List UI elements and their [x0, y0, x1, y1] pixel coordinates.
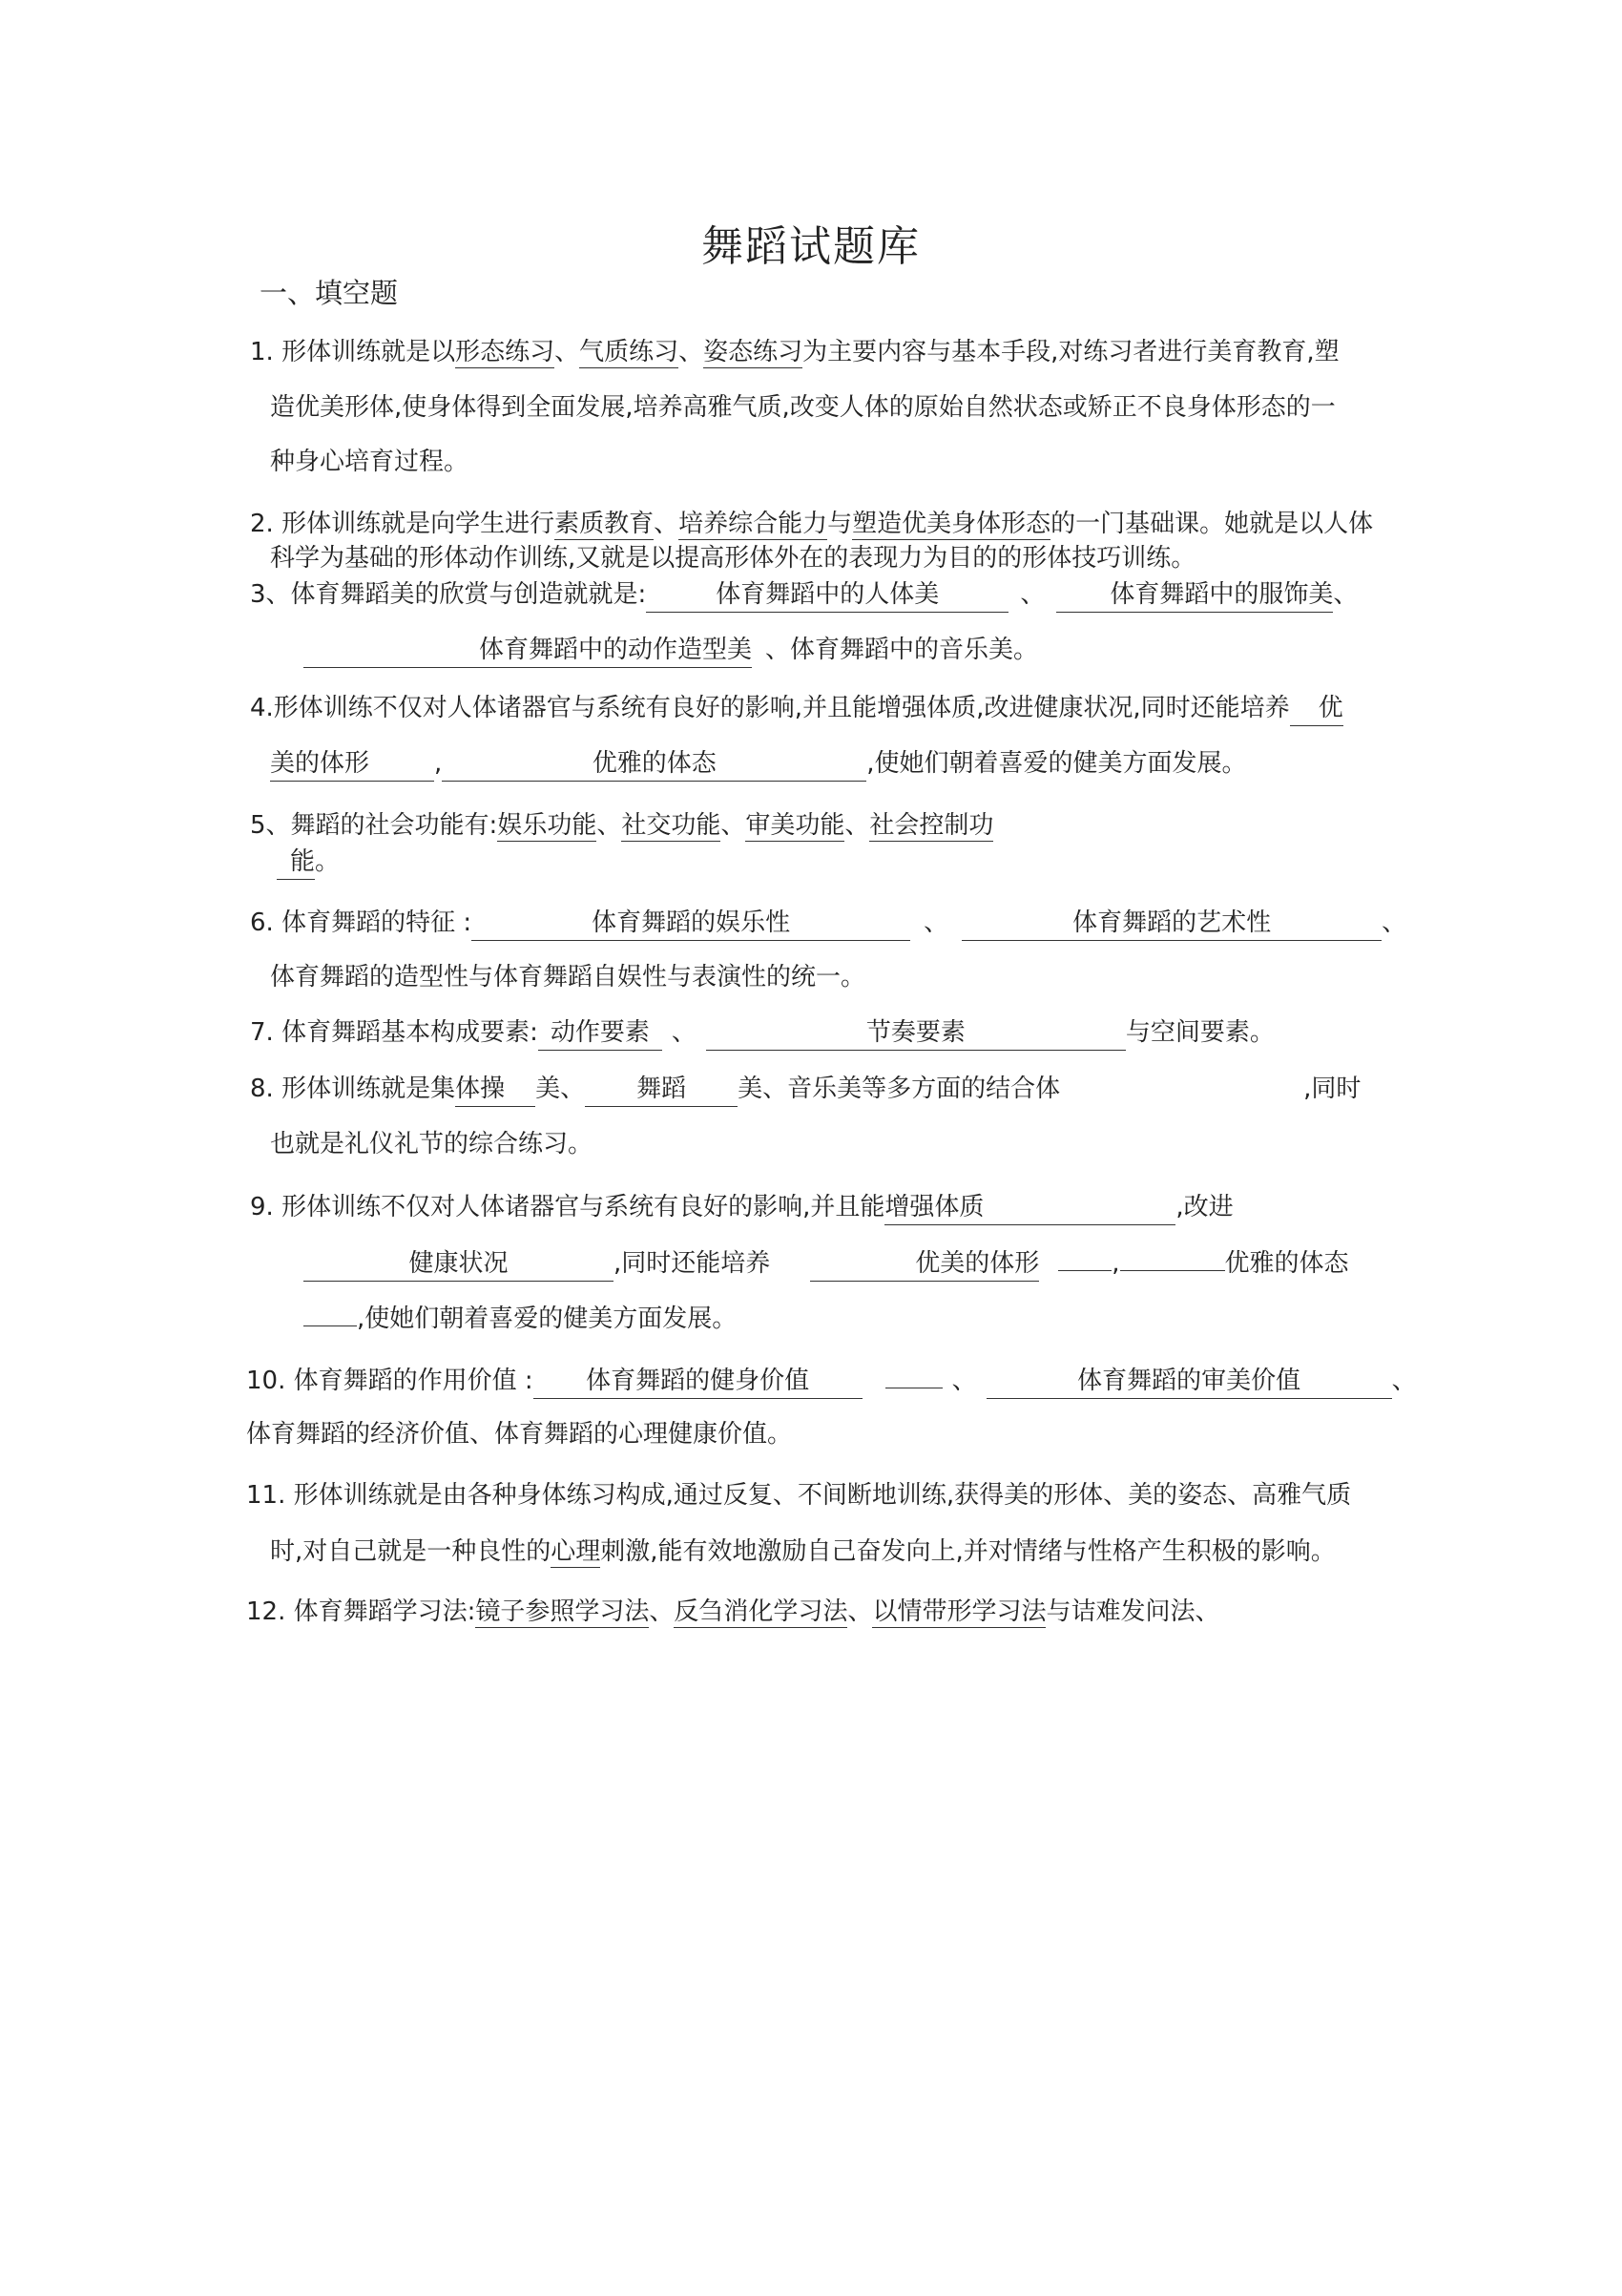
text: ,使她们朝着喜爱的健美方面发展。 — [866, 749, 1247, 778]
text: ,同时 — [1303, 1075, 1362, 1103]
text: 、 — [1391, 1367, 1417, 1395]
question-8-line-1 — [250, 1073, 1361, 1107]
answer-blank-empty — [1120, 1245, 1225, 1271]
answer-blank: 节奏要素 — [706, 1016, 1126, 1051]
question-11-line-1: 11. 形体训练就是由各种身体练习构成,通过反复、不间断地训练,获得美的形体、美的姿态、高雅气质 — [246, 1481, 1352, 1510]
question-11-line-2 — [270, 1535, 1336, 1568]
text: 4.形体训练不仅对人体诸器官与系统有良好的影响,并且能增强体质,改进健康状况,同时还能培养 — [250, 694, 1290, 722]
answer-blank: 培养综合能力 — [678, 510, 828, 538]
text: 7. 体育舞蹈基本构成要素: — [250, 1018, 538, 1047]
question-6-line-1 — [250, 907, 1406, 941]
text: 、 — [596, 811, 622, 840]
text: 、 — [951, 1367, 977, 1395]
answer-blank: 美的体形 — [270, 747, 434, 782]
answer-blank: 体育舞蹈中的动作造型美 — [303, 634, 752, 668]
answer-blank: 审美功能 — [745, 811, 845, 840]
answer-blank: 以情带形学习法 — [872, 1597, 1047, 1626]
answer-blank: 气质练习 — [579, 338, 679, 366]
answer-blank: 能 — [277, 845, 315, 880]
text: 9. 形体训练不仅对人体诸器官与系统有良好的影响,并且能 — [250, 1193, 885, 1221]
question-7-line-1 — [250, 1016, 1275, 1051]
text: 刺激,能有效地激励自己奋发向上,并对情绪与性格产生积极的影响。 — [600, 1537, 1336, 1566]
question-10-line-2: 体育舞蹈的经济价值、体育舞蹈的心理健康价值。 — [246, 1420, 793, 1449]
section-heading: 一、填空题 — [260, 277, 399, 309]
answer-blank-empty — [303, 1301, 357, 1326]
text: 美、 — [535, 1075, 586, 1103]
question-2-line-2: 科学为基础的形体动作训练,又就是以提高形体外在的表现力为目的的形体技巧训练。 — [270, 544, 1196, 573]
text: 、 — [671, 1018, 697, 1047]
question-4-line-2 — [270, 747, 1247, 782]
text: 、 — [554, 338, 580, 366]
question-6-line-2: 体育舞蹈的造型性与体育舞蹈自娱性与表演性的统一。 — [270, 963, 866, 991]
text: 与 — [827, 510, 853, 538]
answer-blank: 心理 — [551, 1537, 601, 1566]
answer-blank: 舞蹈 — [585, 1073, 738, 1107]
text: 、 — [844, 811, 870, 840]
answer-blank: 增强体质 — [884, 1191, 1175, 1225]
text: 2. 形体训练就是向学生进行 — [250, 510, 555, 538]
text: 、 — [649, 1597, 675, 1626]
page-title: 舞蹈试题库 — [701, 222, 921, 271]
answer-blank: 镜子参照学习法 — [475, 1597, 650, 1626]
text: ,改进 — [1175, 1193, 1234, 1221]
answer-blank: 优 — [1290, 692, 1343, 726]
answer-blank: 素质教育 — [554, 510, 655, 538]
answer-blank: 娱乐功能 — [497, 811, 597, 840]
text: , — [434, 749, 443, 778]
answer-blank-empty — [885, 1363, 943, 1388]
question-9-line-1 — [250, 1191, 1234, 1225]
text: 、 — [720, 811, 746, 840]
answer-blank: 体育舞蹈中的服饰美 — [1056, 578, 1333, 613]
text: 、 — [847, 1597, 873, 1626]
text: 时,对自己就是一种良性的 — [270, 1537, 551, 1566]
text: 、 — [654, 510, 679, 538]
answer-blank: 动作要素 — [538, 1016, 662, 1051]
question-9-line-3 — [303, 1301, 737, 1335]
question-12-line-1 — [246, 1596, 1219, 1628]
question-4-line-1 — [250, 692, 1343, 726]
answer-blank: 体育舞蹈的审美价值 — [987, 1365, 1392, 1399]
answer-blank: 优雅的体态 — [442, 747, 866, 782]
answer-blank: 塑造优美身体形态 — [852, 510, 1051, 538]
answer-blank: 姿态练习 — [703, 338, 803, 366]
answer-blank-empty — [1058, 1245, 1112, 1271]
question-8-line-2: 也就是礼仪礼节的综合练习。 — [270, 1130, 593, 1158]
text: 、 — [1382, 908, 1407, 937]
text: 为主要内容与基本手段,对练习者进行美育教育,塑 — [802, 338, 1340, 366]
text: 5、舞蹈的社会功能有: — [250, 811, 498, 840]
question-3-line-2 — [303, 634, 1038, 668]
answer-blank: 体育舞蹈的娱乐性 — [471, 907, 910, 941]
text: 8. 形体训练就是集 — [250, 1075, 456, 1103]
answer-blank: 健康状况 — [303, 1247, 613, 1282]
text: 、 — [1333, 580, 1359, 609]
question-10-line-1 — [246, 1363, 1417, 1399]
question-2-line-1 — [250, 508, 1373, 540]
text: , — [1112, 1249, 1120, 1278]
text: 、 — [1020, 580, 1046, 609]
answer-blank: 体育舞蹈中的人体美 — [646, 578, 1009, 613]
question-1-line-1 — [250, 336, 1340, 368]
answer-blank: 社交功能 — [621, 811, 721, 840]
answer-blank: 社会控制功 — [869, 811, 994, 840]
text: 美、音乐美等多方面的结合体 — [738, 1075, 1061, 1103]
text: 与诘难发问法、 — [1046, 1597, 1220, 1626]
text: 10. 体育舞蹈的作用价值 : — [246, 1367, 533, 1395]
text: 6. 体育舞蹈的特征 : — [250, 908, 472, 937]
text: 12. 体育舞蹈学习法: — [246, 1597, 476, 1626]
text: 、 — [678, 338, 704, 366]
question-5-line-1 — [250, 809, 993, 842]
text: 1. 形体训练就是以 — [250, 338, 456, 366]
text: 3、体育舞蹈美的欣赏与创造就就是: — [250, 580, 647, 609]
text: 。 — [315, 847, 341, 876]
question-3-line-1 — [250, 578, 1358, 613]
text: 与空间要素。 — [1125, 1018, 1275, 1047]
answer-blank: 体操 — [455, 1073, 535, 1107]
question-5-line-2 — [277, 845, 340, 880]
text: ,使她们朝着喜爱的健美方面发展。 — [357, 1305, 738, 1333]
question-1-line-2: 造优美形体,使身体得到全面发展,培养高雅气质,改变人体的原始自然状态或矫正不良身体形态的一 — [270, 393, 1336, 422]
answer-blank: 反刍消化学习法 — [674, 1597, 848, 1626]
question-1-line-3: 种身心培育过程。 — [270, 448, 469, 476]
answer-blank: 体育舞蹈的艺术性 — [962, 907, 1382, 941]
text: ,同时还能培养 — [613, 1249, 771, 1278]
text: 优雅的体态 — [1224, 1249, 1349, 1278]
text: 、体育舞蹈中的音乐美。 — [765, 636, 1039, 664]
answer-blank: 形态练习 — [455, 338, 555, 366]
question-9-line-2 — [303, 1245, 1349, 1282]
answer-blank: 体育舞蹈的健身价值 — [533, 1365, 863, 1399]
text: 、 — [924, 908, 949, 937]
text: 的一门基础课。她就是以人体 — [1050, 510, 1374, 538]
answer-blank: 优美的体形 — [810, 1247, 1039, 1282]
